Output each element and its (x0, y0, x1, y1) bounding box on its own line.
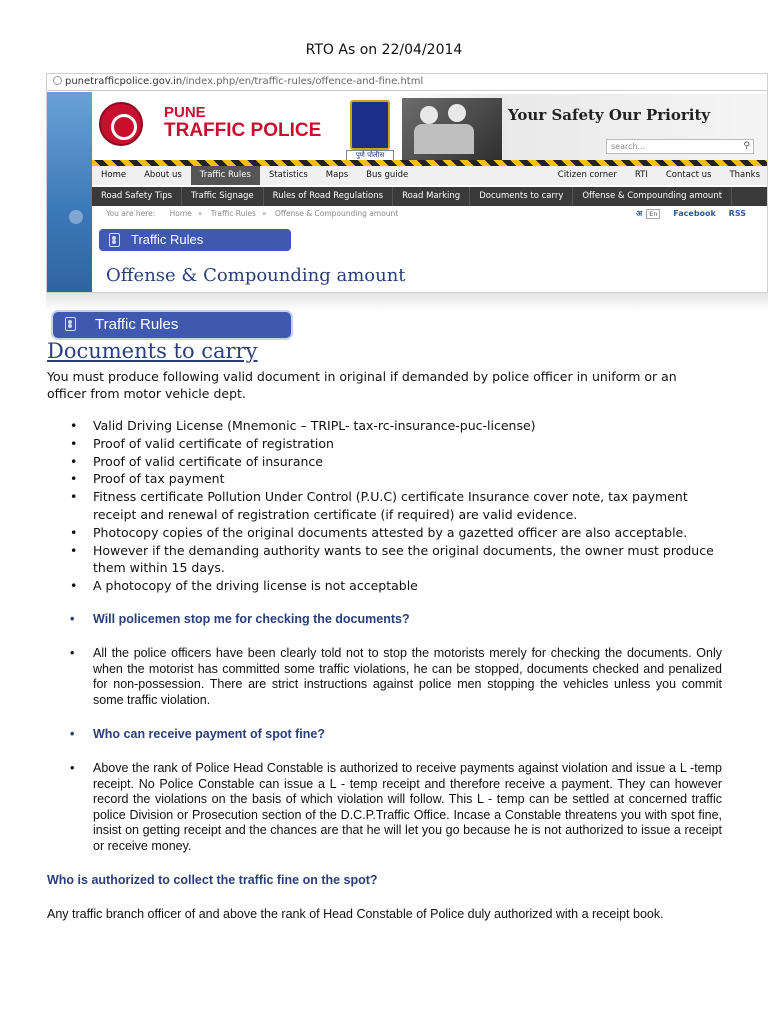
search-icon[interactable]: ⚲ (743, 141, 750, 151)
nav-bus-guide[interactable]: Bus guide (366, 170, 409, 180)
faq-question: Who is authorized to collect the traffic fine on the spot? (47, 873, 378, 887)
nav-rti[interactable]: RTI (634, 170, 648, 180)
lang-hindi-link[interactable]: अ (636, 209, 643, 218)
subnav-offense-compounding[interactable]: Offense & Compounding amount (573, 187, 732, 206)
nav-traffic-rules[interactable]: Traffic Rules (191, 166, 260, 185)
list-item: • Photocopy copies of the original documents attested by a gazetted officer are also acceptable. (70, 524, 720, 542)
section-pill: Traffic Rules (53, 312, 291, 338)
website-screenshot (46, 73, 768, 293)
subnav-documents-to-carry[interactable]: Documents to carry (470, 187, 573, 206)
website-page-heading: Offense & Compounding amount (106, 265, 406, 286)
traffic-light-icon (65, 317, 76, 331)
subnav-traffic-signage[interactable]: Traffic Signage (182, 187, 264, 206)
breadcrumb-current: Offense & Compounding amount (274, 209, 399, 218)
section-pill-small: Traffic Rules (99, 229, 291, 251)
police-badge-icon (350, 100, 390, 150)
faq-question: • Who can receive payment of spot fine? (70, 727, 325, 741)
faq-answer: • All the police officers have been clearly told not to stop the motorists merely for checking the documents. Only when the motorist has committed some traffic violations, he can be stopped, documents checked and penalized for non-possession. There are strict instructions against police men stopping the vehicles unless you commit some traffic violation. (70, 646, 722, 708)
officers-photo (402, 98, 502, 160)
address-bar (47, 74, 767, 91)
website-content (92, 92, 768, 293)
page-heading: Documents to carry (47, 339, 258, 363)
site-tagline: Your Safety Our Priority (508, 106, 711, 124)
utility-links (626, 208, 746, 219)
screenshot-shadow (46, 293, 768, 311)
side-panel-dot (69, 210, 83, 224)
list-item: • Proof of valid certificate of insurance (70, 453, 720, 471)
brand-line-1: PUNE (164, 104, 206, 121)
traffic-light-icon (109, 233, 120, 247)
browser-side-panel (47, 92, 92, 293)
lang-en-link[interactable]: En (646, 209, 660, 219)
url-domain: punetrafficpolice.gov.in (65, 76, 183, 87)
nav-citizen-corner[interactable]: Citizen corner (557, 170, 617, 180)
faq-answer: • Above the rank of Police Head Constable is authorized to receive payments against violation and issue a L -temp receipt. No Police Constable can issue a L - temp receipt and therefore receive a payment. They can however record the violations on the basis of which violation will follow. This L - temp can be settled at concerned traffic police Division or Prosecution section of the D.C.P.Traffic Office. Incase a Constable threatens you with spot fine, insist on getting receipt and the chances are that he will let you go because he is not authorized to issue a receipt or receive money. (70, 761, 722, 855)
rss-link[interactable]: RSS (728, 209, 746, 218)
subnav-rules-of-road[interactable]: Rules of Road Regulations (264, 187, 393, 206)
facebook-link[interactable]: Facebook (673, 209, 716, 218)
url-path: /index.php/en/traffic-rules/offence-and-fine.html (182, 76, 424, 87)
document-title: RTO As on 22/04/2014 (305, 42, 463, 58)
documents-list (70, 417, 720, 595)
site-banner (92, 94, 768, 164)
nav-home[interactable]: Home (101, 170, 127, 180)
list-item: • Proof of tax payment (70, 470, 720, 488)
subnav-road-marking[interactable]: Road Marking (393, 187, 470, 206)
nav-contact-us[interactable]: Contact us (665, 170, 712, 180)
nav-thanks[interactable]: Thanks (729, 170, 760, 180)
breadcrumb-traffic-rules[interactable]: Traffic Rules (210, 209, 256, 218)
list-item: • Proof of valid certificate of registration (70, 435, 720, 453)
police-emblem-icon (99, 102, 143, 146)
nav-about-us[interactable]: About us (144, 170, 182, 180)
intro-paragraph: You must produce following valid document in original if demanded by police officer in uniform or an officer from motor vehicle dept. (47, 369, 677, 401)
nav-statistics[interactable]: Statistics (268, 170, 308, 180)
globe-icon (53, 76, 62, 85)
site-search-input[interactable]: search... ⚲ (606, 139, 754, 154)
brand-line-2: TRAFFIC POLICE (164, 120, 322, 141)
nav-maps[interactable]: Maps (325, 170, 349, 180)
badge-caption: पुणे पोलीस (346, 150, 394, 162)
subnav-road-safety-tips[interactable]: Road Safety Tips (92, 187, 182, 206)
secondary-nav (92, 187, 768, 206)
list-item: • Valid Driving License (Mnemonic – TRIPL- tax-rc-insurance-puc-license) (70, 417, 720, 435)
list-item: • A photocopy of the driving license is not acceptable (70, 577, 720, 595)
breadcrumb-home[interactable]: Home (169, 209, 192, 218)
list-item: • However if the demanding authority wants to see the original documents, the owner must produce them within 15 days. (70, 542, 720, 578)
faq-answer: Any traffic branch officer of and above the rank of Head Constable of Police duly authorized with a receipt book. (47, 907, 664, 921)
primary-nav (92, 166, 768, 185)
breadcrumb: You are here: Home » Traffic Rules » Offense & Compounding amount अ En Facebook RSS (106, 209, 746, 218)
faq-question: • Will policemen stop me for checking the documents? (70, 612, 410, 626)
list-item: • Fitness certificate Pollution Under Control (P.U.C) certificate Insurance cover note, tax payment receipt and renewal of registration certificate (if required) are valid evidence. (70, 488, 720, 524)
